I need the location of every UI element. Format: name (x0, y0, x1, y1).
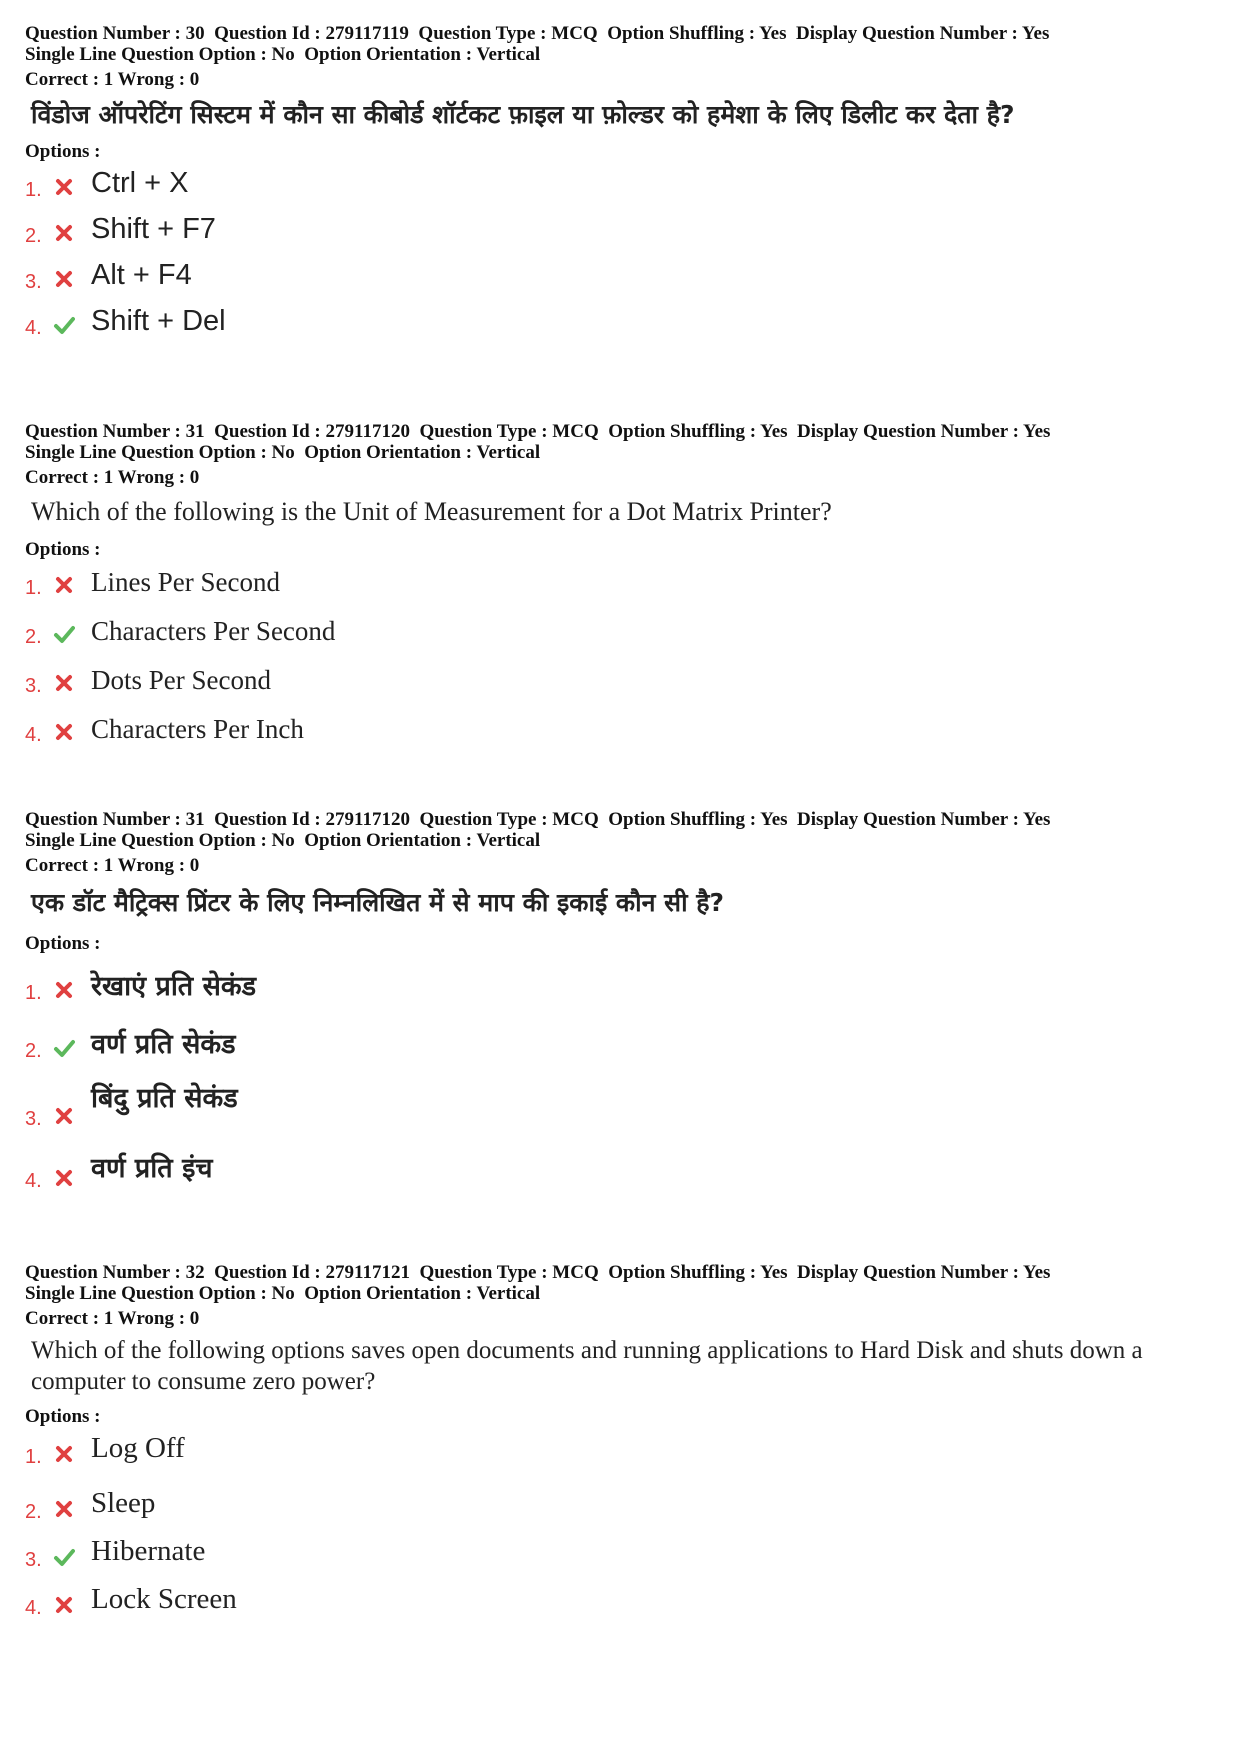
option-item (25, 655, 1220, 704)
check-icon (53, 1546, 75, 1568)
check-icon (53, 314, 75, 336)
option-item (25, 300, 1220, 346)
option-text: Hibernate (91, 1535, 206, 1567)
cross-icon (53, 222, 75, 244)
option-text: Sleep (91, 1487, 156, 1519)
cross-icon (53, 1498, 75, 1520)
option-list (25, 162, 1220, 346)
option-item (25, 1011, 1220, 1069)
option-item (25, 1427, 1220, 1475)
option-number: 1. (25, 982, 42, 1004)
option-text: Log Off (91, 1432, 185, 1464)
cross-icon (53, 721, 75, 743)
question-stem: Which of the following is the Unit of Measurement for a Dot Matrix Printer? (31, 497, 832, 526)
option-number: 1. (25, 179, 42, 201)
option-text: रेखाएं प्रति सेकंड (91, 971, 257, 1002)
option-number: 4. (25, 317, 42, 339)
option-item (25, 1475, 1220, 1530)
question-stem: एक डॉट मैट्रिक्स प्रिंटर के लिए निम्नलिखित में से माप की इकाई कौन सी है? (31, 888, 725, 917)
option-text: Lock Screen (91, 1583, 237, 1615)
options-label: Options : (25, 1406, 101, 1427)
check-icon (53, 1037, 75, 1059)
option-text: बिंदु प्रति सेकंड (91, 1083, 238, 1114)
cross-icon (53, 1443, 75, 1465)
option-text: Ctrl + X (91, 167, 189, 199)
option-item (25, 1530, 1220, 1578)
options-label: Options : (25, 141, 101, 162)
option-item (25, 1578, 1220, 1626)
option-text: वर्ण प्रति इंच (91, 1153, 213, 1184)
option-text: Shift + F7 (91, 213, 216, 245)
option-number: 3. (25, 1108, 42, 1130)
option-number: 3. (25, 675, 42, 697)
check-icon (53, 623, 75, 645)
options-label: Options : (25, 539, 101, 560)
option-number: 4. (25, 724, 42, 746)
option-list (25, 954, 1220, 1199)
option-text: Characters Per Second (91, 616, 336, 646)
score-info: Correct : 1 Wrong : 0 (25, 1308, 200, 1329)
cross-icon (53, 176, 75, 198)
question-meta-line: Question Number : 32 Question Id : 279117121 Question Type : MCQ Option Shuffling : Yes Display Question Number : Yes (25, 1262, 1051, 1283)
option-number: 3. (25, 1549, 42, 1571)
question-meta-line: Question Number : 31 Question Id : 279117120 Question Type : MCQ Option Shuffling : Yes Display Question Number : Yes (25, 809, 1051, 830)
option-item (25, 1069, 1220, 1137)
option-number: 2. (25, 626, 42, 648)
question-meta-line: Single Line Question Option : No Option Orientation : Vertical (25, 1283, 541, 1304)
option-number: 1. (25, 1446, 42, 1468)
option-number: 2. (25, 225, 42, 247)
options-label: Options : (25, 933, 101, 954)
option-number: 3. (25, 271, 42, 293)
option-list (25, 560, 1220, 753)
option-text: Dots Per Second (91, 665, 271, 695)
score-info: Correct : 1 Wrong : 0 (25, 467, 200, 488)
score-info: Correct : 1 Wrong : 0 (25, 855, 200, 876)
question-block-30 (25, 24, 1220, 346)
cross-icon (53, 1594, 75, 1616)
cross-icon (53, 574, 75, 596)
option-number: 1. (25, 577, 42, 599)
question-meta-line: Single Line Question Option : No Option Orientation : Vertical (25, 442, 541, 463)
option-list (25, 1427, 1220, 1626)
question-meta-line: Question Number : 30 Question Id : 279117119 Question Type : MCQ Option Shuffling : Yes Display Question Number : Yes (25, 23, 1050, 44)
cross-icon (53, 1167, 75, 1189)
option-item (25, 606, 1220, 655)
option-number: 4. (25, 1170, 42, 1192)
option-item (25, 254, 1220, 300)
option-text: Alt + F4 (91, 259, 192, 291)
question-stem: विंडोज ऑपरेटिंग सिस्टम में कौन सा कीबोर्ड शॉर्टकट फ़ाइल या फ़ोल्डर को हमेशा के लिए डिलीट कर देता है? (31, 100, 1015, 129)
option-item (25, 208, 1220, 254)
option-item (25, 954, 1220, 1011)
question-stem-line: Which of the following options saves open documents and running applications to Hard Disk and shuts down a (31, 1337, 1143, 1364)
option-number: 2. (25, 1501, 42, 1523)
score-info: Correct : 1 Wrong : 0 (25, 69, 200, 90)
option-number: 2. (25, 1040, 42, 1062)
question-meta-line: Single Line Question Option : No Option Orientation : Vertical (25, 830, 541, 851)
question-stem (31, 1335, 1220, 1397)
question-block-31-en (25, 422, 1220, 753)
question-stem-line: computer to consume zero power? (31, 1368, 376, 1395)
cross-icon (53, 268, 75, 290)
cross-icon (53, 672, 75, 694)
cross-icon (53, 1105, 75, 1127)
question-block-31-hi (25, 810, 1220, 1199)
cross-icon (53, 979, 75, 1001)
option-text: वर्ण प्रति सेकंड (91, 1029, 236, 1060)
option-item (25, 162, 1220, 208)
option-item (25, 560, 1220, 606)
option-item (25, 1137, 1220, 1199)
option-text: Characters Per Inch (91, 714, 304, 744)
question-meta-line: Question Number : 31 Question Id : 279117120 Question Type : MCQ Option Shuffling : Yes Display Question Number : Yes (25, 421, 1051, 442)
option-number: 4. (25, 1597, 42, 1619)
question-meta-line: Single Line Question Option : No Option Orientation : Vertical (25, 44, 541, 65)
option-text: Shift + Del (91, 305, 226, 337)
option-text: Lines Per Second (91, 567, 280, 597)
question-block-32 (25, 1263, 1220, 1626)
option-item (25, 704, 1220, 753)
